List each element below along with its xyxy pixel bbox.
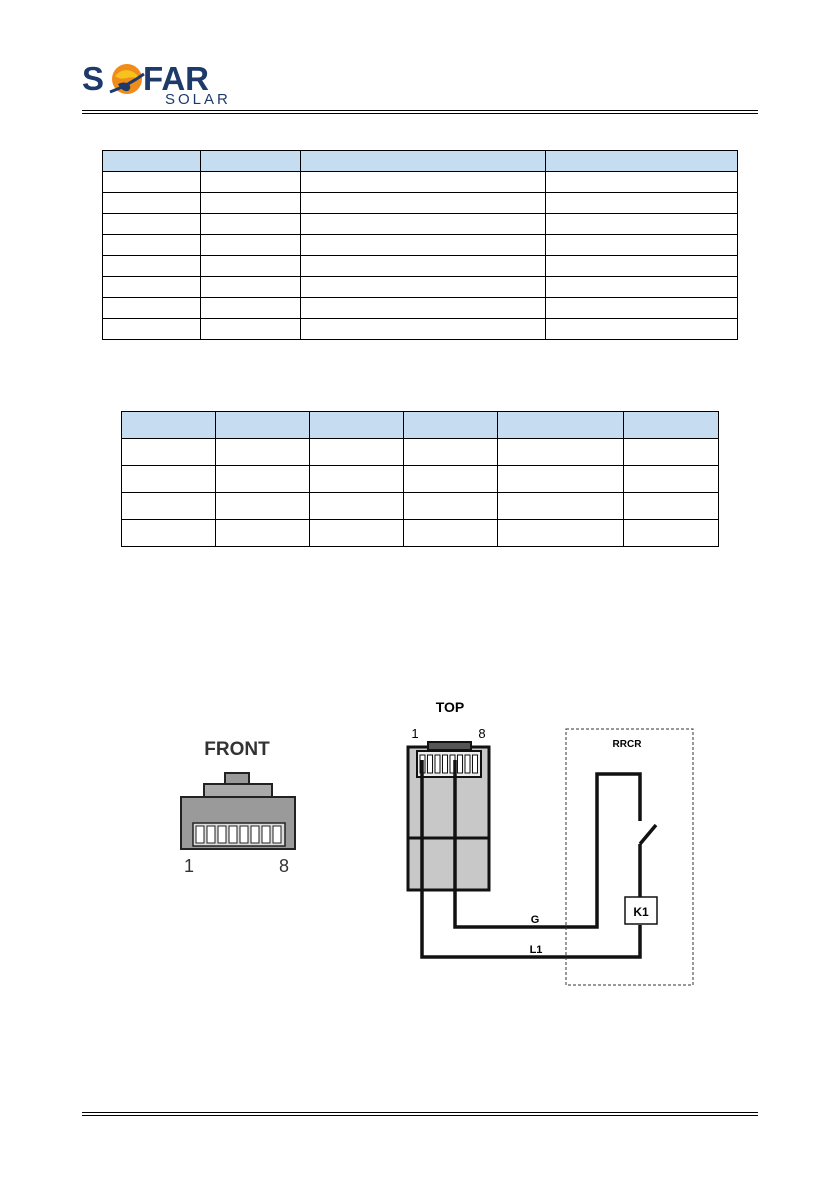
front-pin <box>251 826 259 843</box>
top-pin <box>458 755 463 773</box>
front-pin-8-label: 8 <box>278 856 290 876</box>
top-pin <box>465 755 470 773</box>
front-pin <box>218 826 226 843</box>
relay-k1-label: K1 <box>633 905 649 919</box>
logo-sub: SOLAR <box>165 91 231 106</box>
top-title: TOP <box>435 699 465 715</box>
front-pin <box>207 826 215 843</box>
top-pin <box>443 755 448 773</box>
front-pin <box>196 826 204 843</box>
rj45-top-view <box>408 699 489 890</box>
wire-l1-label: L1 <box>529 944 543 956</box>
front-pin <box>240 826 248 843</box>
rj45-front-view <box>181 739 295 876</box>
top-pin-8-label: 8 <box>478 726 486 741</box>
front-title: FRONT <box>204 739 270 760</box>
rrcr-box <box>566 729 693 985</box>
front-pin <box>273 826 281 843</box>
front-pin <box>229 826 237 843</box>
top-pin <box>435 755 440 773</box>
rrcr-label: RRCR <box>612 739 642 750</box>
relay-switch <box>640 825 656 844</box>
top-pin <box>473 755 478 773</box>
top-pin <box>428 755 433 773</box>
wire-g-label: G <box>530 914 540 926</box>
logo-brand-rest: FAR <box>143 62 209 97</box>
footer-rule <box>82 1112 758 1116</box>
logo-letter-s: S <box>82 62 105 97</box>
top-pin-1-label: 1 <box>411 726 419 741</box>
front-pin <box>262 826 270 843</box>
front-pin-1-label: 1 <box>183 856 195 876</box>
